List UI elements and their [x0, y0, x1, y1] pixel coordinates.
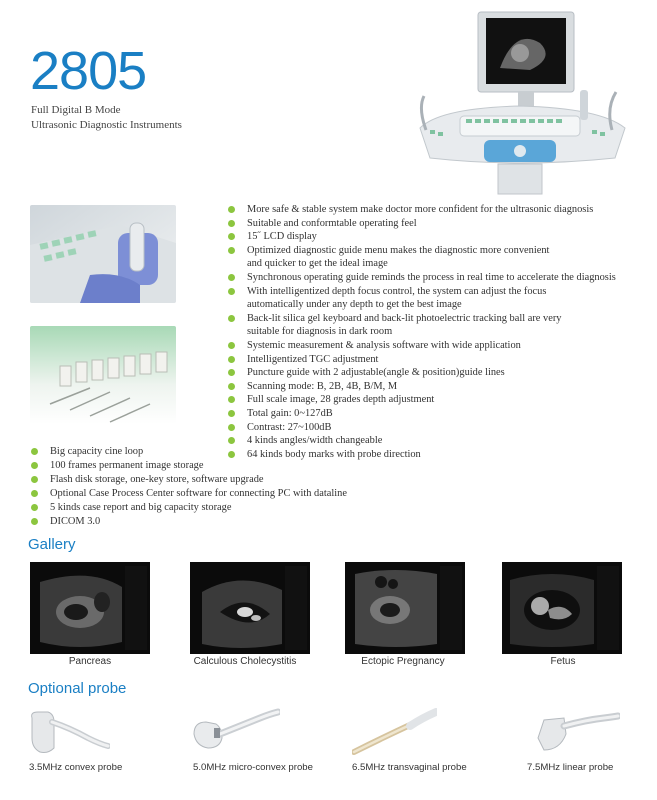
feature-item	[228, 203, 648, 217]
bullet-dot-icon	[228, 288, 235, 295]
control-panel-photo	[30, 205, 176, 303]
feature-text: automatically under any depth to get the best image	[247, 299, 462, 311]
gallery-image-ectopic-pregnancy	[345, 562, 465, 654]
feature-text: Optional Case Process Center software for connecting PC with dataline	[50, 488, 347, 499]
bullet-dot-icon	[228, 356, 235, 363]
feature-text: 100 frames permanent image storage	[50, 460, 204, 471]
bullet-dot-icon	[228, 247, 235, 254]
feature-text: Contrast: 27~100dB	[247, 421, 332, 433]
bullet-dot-icon	[31, 504, 38, 511]
gallery-caption-3: Ectopic Pregnancy	[361, 656, 445, 667]
bullet-dot-icon	[228, 220, 235, 227]
feature-item	[228, 325, 648, 339]
probe-caption-1: 3.5MHz convex probe	[29, 762, 123, 773]
feature-item	[228, 257, 648, 271]
feature-text: Full scale image, 28 grades depth adjustment	[247, 394, 435, 406]
feature-list-secondary	[31, 445, 391, 529]
feature-text: With intelligentized depth focus control, the system can adjust the focus	[247, 285, 547, 297]
feature-item	[228, 366, 648, 380]
feature-text: Synchronous operating guide reminds the process in real time to accelerate the diagnosis	[247, 271, 616, 283]
bullet-dot-icon	[31, 518, 38, 525]
feature-item	[228, 217, 648, 231]
feature-item	[228, 285, 648, 299]
feature-text: Total gain: 0~127dB	[247, 407, 333, 419]
bullet-dot-icon	[228, 410, 235, 417]
feature-text: Back-lit silica gel keyboard and back-lit photoelectric tracking ball are very	[247, 312, 562, 324]
feature-text: DICOM 3.0	[50, 516, 101, 527]
gallery-heading: Gallery	[28, 536, 76, 553]
optional-probe-heading: Optional probe	[28, 680, 127, 697]
micro-convex-probe-image	[190, 708, 280, 758]
feature-item	[228, 298, 648, 312]
feature-item	[228, 244, 648, 258]
feature-text: Suitable and conformtable operating feel	[247, 217, 417, 229]
product-subtitle-line1: Full Digital B Mode	[31, 104, 121, 116]
feature-text: Optimized diagnostic guide menu makes the diagnostic more convenient	[247, 244, 550, 256]
feature-text: Scanning mode: B, 2B, 4B, B/M, M	[247, 380, 398, 392]
bullet-dot-icon	[31, 462, 38, 469]
gallery-image-pancreas	[30, 562, 150, 654]
bullet-dot-icon	[228, 369, 235, 376]
feature-item	[228, 393, 648, 407]
gallery-caption-1: Pancreas	[68, 656, 112, 667]
bullet-dot-icon	[228, 315, 235, 322]
feature-text: Puncture guide with 2 adjustable(angle & position)guide lines	[247, 367, 505, 379]
probe-caption-2: 5.0MHz micro-convex probe	[193, 762, 313, 773]
feature-item	[228, 421, 648, 435]
feature-list-main	[228, 203, 648, 461]
feature-item	[31, 473, 391, 487]
bullet-dot-icon	[228, 437, 235, 444]
feature-text: Intelligentized TGC adjustment	[247, 353, 379, 365]
probe-caption-3: 6.5MHz transvaginal probe	[352, 762, 467, 773]
feature-item	[228, 271, 648, 285]
feature-item	[31, 501, 391, 515]
feature-text: and quicker to get the ideal image	[247, 258, 388, 270]
bullet-dot-icon	[228, 274, 235, 281]
gallery-caption-4: Fetus	[550, 656, 576, 667]
gallery-caption-2: Calculous Cholecystitis	[193, 656, 297, 667]
feature-item	[228, 407, 648, 421]
bullet-dot-icon	[31, 476, 38, 483]
bullet-dot-icon	[31, 448, 38, 455]
bullet-dot-icon	[228, 396, 235, 403]
feature-item	[228, 353, 648, 367]
feature-item	[31, 515, 391, 529]
bullet-dot-icon	[228, 206, 235, 213]
bullet-dot-icon	[228, 233, 235, 240]
bullet-dot-icon	[228, 383, 235, 390]
feature-item	[228, 339, 648, 353]
feature-text: 5 kinds case report and big capacity storage	[50, 502, 232, 513]
bullet-dot-icon	[31, 490, 38, 497]
feature-text: 15˝ LCD display	[247, 231, 317, 243]
feature-text: Big capacity cine loop	[50, 446, 144, 457]
feature-text: Systemic measurement & analysis software with wide application	[247, 339, 521, 351]
bullet-dot-icon	[228, 424, 235, 431]
probe-caption-4: 7.5MHz linear probe	[527, 762, 614, 773]
feature-text: More safe & stable system make doctor more confident for the ultrasonic diagnosis	[247, 204, 594, 215]
feature-text: suitable for diagnosis in dark room	[247, 326, 393, 338]
feature-item	[228, 380, 648, 394]
tgc-sliders-photo	[30, 326, 176, 424]
feature-text: 4 kinds angles/width changeable	[247, 435, 383, 447]
feature-text: 64 kinds body marks with probe direction	[247, 448, 421, 460]
product-subtitle-line2: Ultrasonic Diagnostic Instruments	[31, 119, 182, 131]
convex-probe-image	[30, 708, 110, 758]
product-model-number: 2805	[30, 41, 147, 101]
feature-item	[31, 459, 391, 473]
gallery-image-fetus	[502, 562, 622, 654]
ultrasound-machine-image	[400, 8, 640, 196]
feature-item	[228, 230, 648, 244]
feature-item	[31, 487, 391, 501]
gallery-image-calculous-cholecystitis	[190, 562, 310, 654]
feature-item	[228, 312, 648, 326]
linear-probe-image	[530, 708, 620, 758]
bullet-dot-icon	[228, 342, 235, 349]
transvaginal-probe-image	[352, 708, 437, 758]
feature-text: Flash disk storage, one-key store, software upgrade	[50, 474, 264, 485]
feature-item	[31, 445, 391, 459]
